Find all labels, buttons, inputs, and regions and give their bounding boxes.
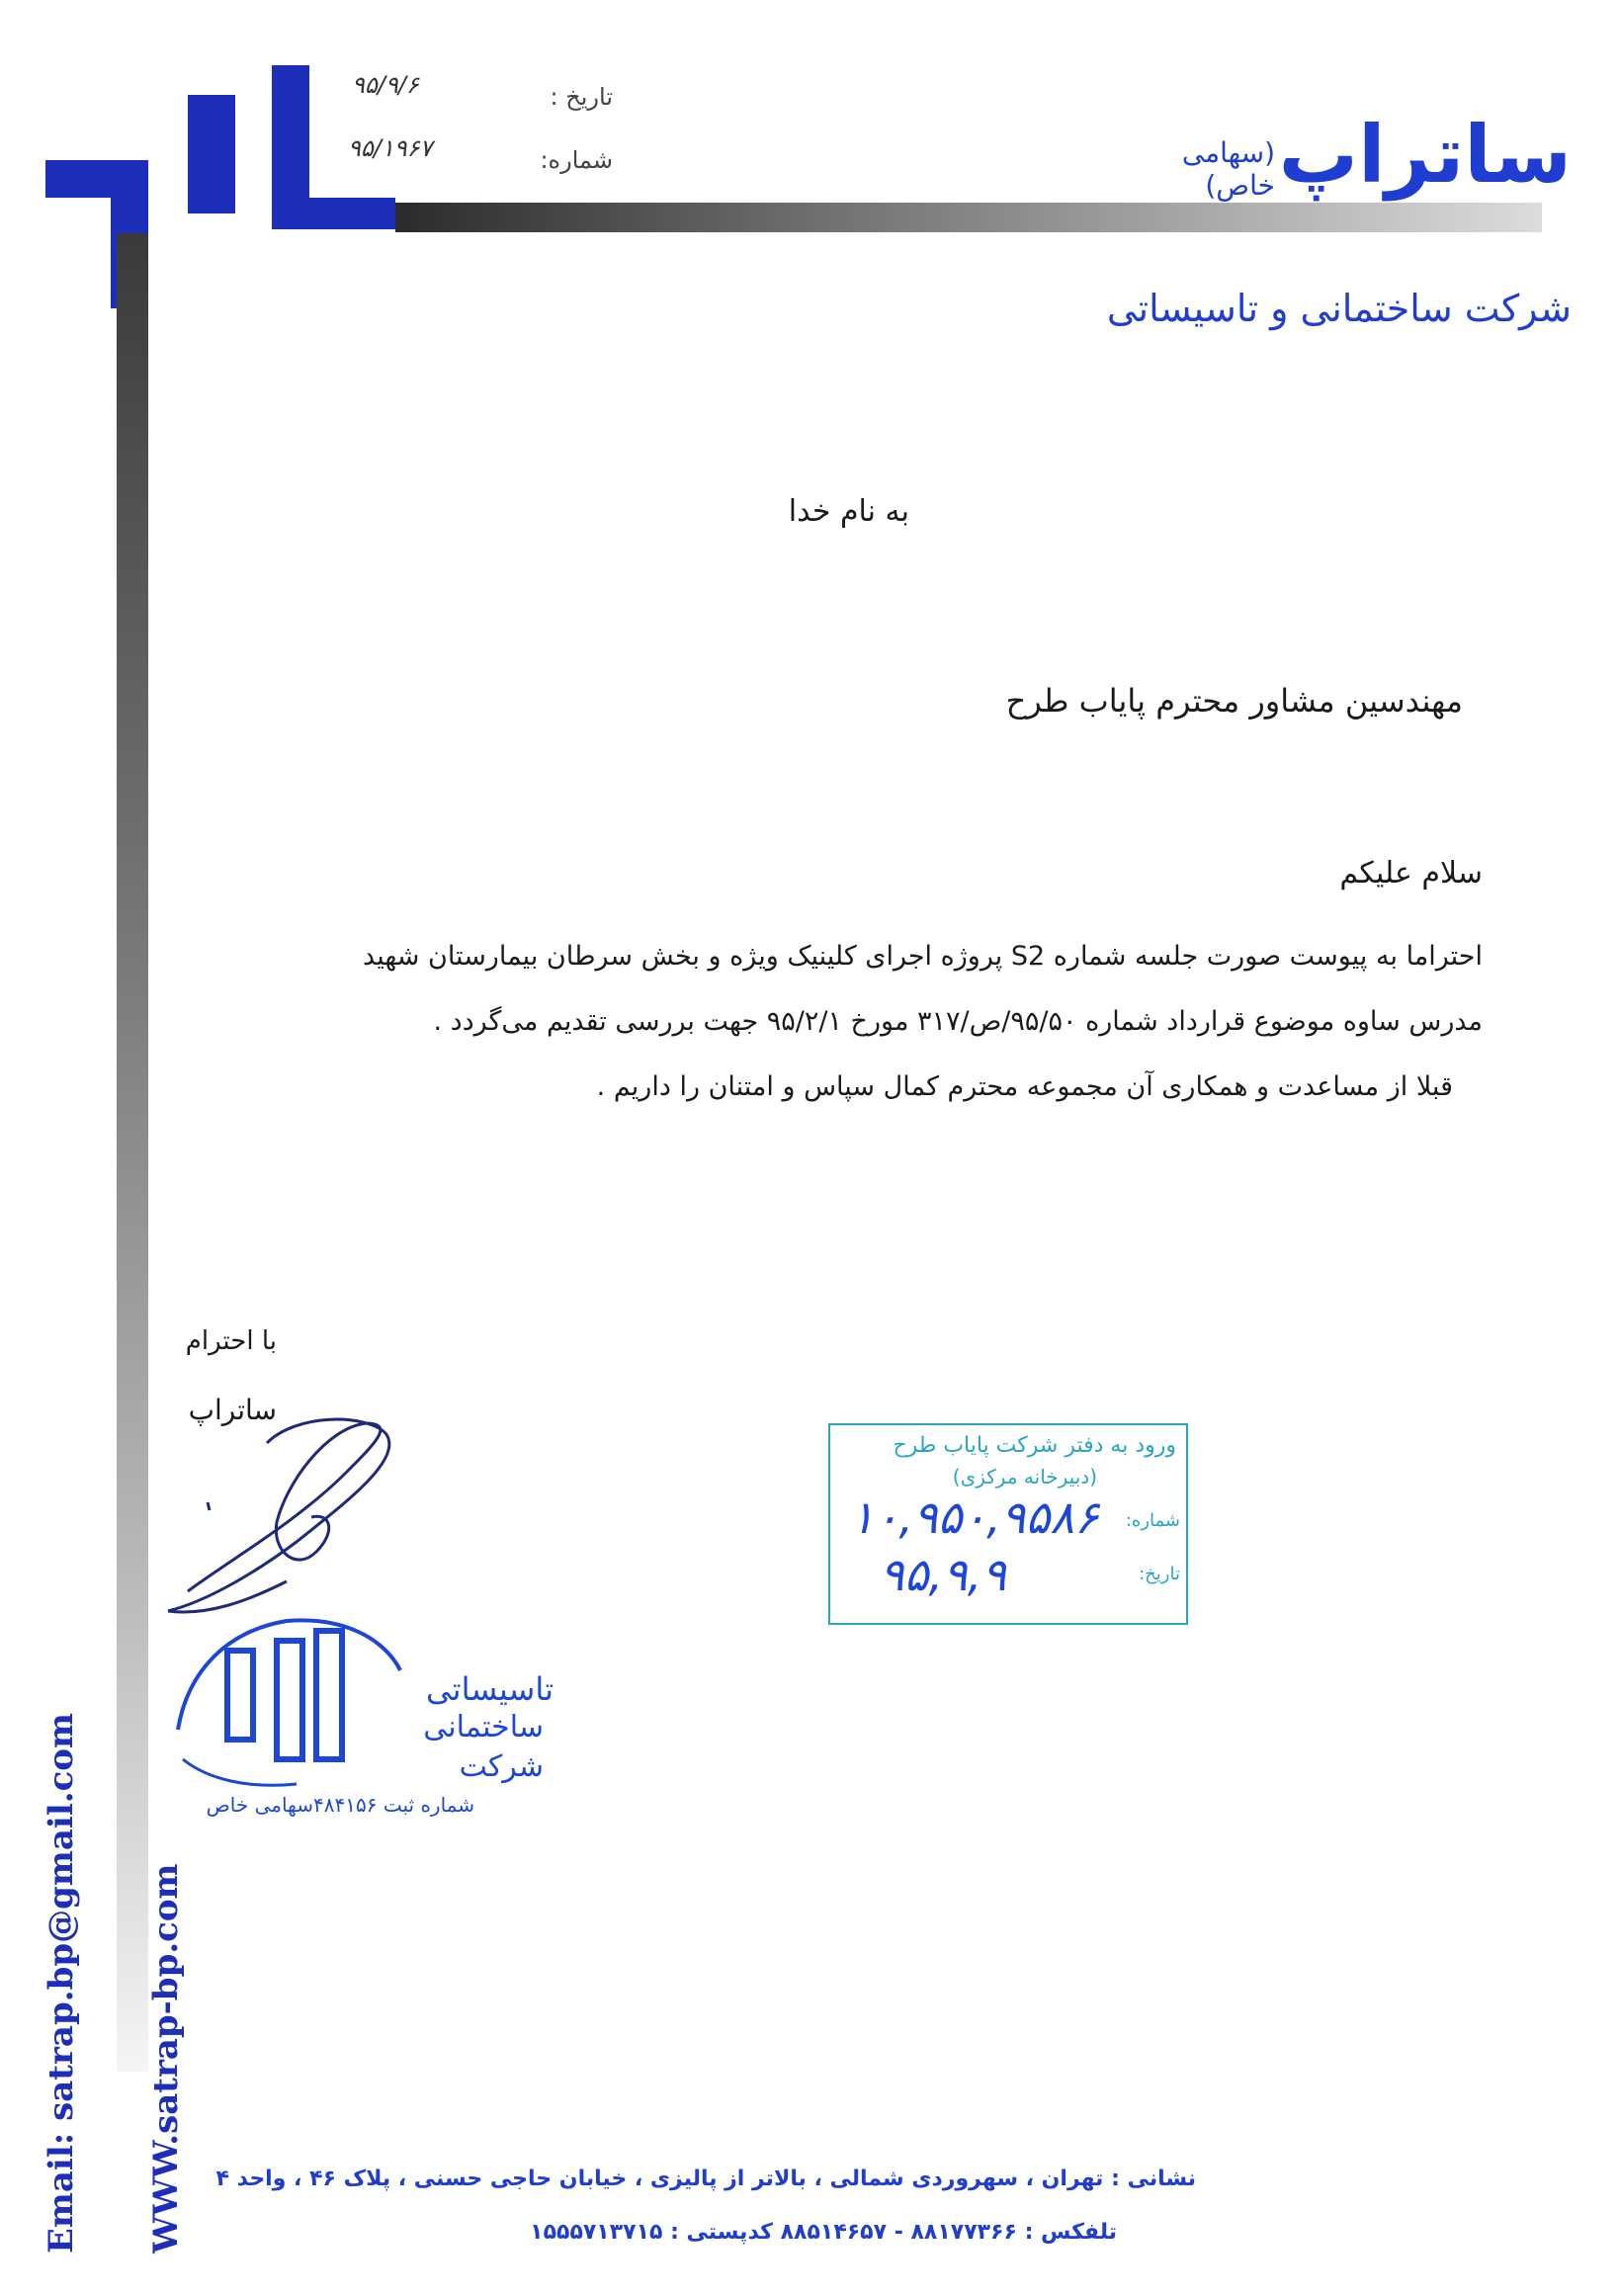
receipt-stamp <box>828 1423 1188 1625</box>
body-line-2: مدرس ساوه موضوع قرارداد شماره ۹۵/۵۰/ص/۳۱۷ مورخ ۹۵/۲/۱ جهت بررسی تقدیم می‌گردد . <box>433 1006 1483 1037</box>
footer-phones: تلفکس : ۸۸۱۷۷۳۶۶ - ۸۸۵۱۴۶۵۷ کدپستی : ۱۵۵۵۷۱۳۷۱۵ <box>530 2220 1117 2245</box>
basmala: به نام خدا <box>788 494 909 529</box>
side-email: Email: satrap.bp@gmail.com <box>42 1713 81 2253</box>
stamp-title: ورود به دفتر شرکت پایاب طرح <box>893 1433 1176 1458</box>
date-value: ۹۵/۹/۶ <box>352 71 419 99</box>
stamp-number-value: ۱۰,۹۵۰,۹۵۸۶ <box>850 1490 1099 1544</box>
company-type: (سهامی خاص) <box>1181 136 1275 202</box>
company-subtitle: شرکت ساختمانی و تاسیساتی <box>1106 287 1572 330</box>
side-rule <box>117 233 148 2072</box>
stamp-date-label: تاریخ: <box>1139 1564 1180 1584</box>
body-line-1: احتراما به پیوست صورت جلسه شماره S2 پروژه اجرای کلینیک ویژه و بخش سرطان بیمارستان شهید <box>363 941 1483 972</box>
number-value: ۹۵/۱۹۶۷ <box>348 134 433 162</box>
handwritten-signature <box>148 1403 425 1631</box>
seal-line-2: ساختمانی <box>423 1710 544 1744</box>
signer-name: ساتراپ <box>188 1394 277 1426</box>
stamp-number-label: شماره: <box>1125 1510 1180 1531</box>
body-line-3: قبلا از مساعدت و همکاری آن مجموعه محترم کمال سپاس و امتنان را داریم . <box>596 1071 1453 1102</box>
footer-address: نشانی : تهران ، سهروردی شمالی ، بالاتر از پالیزی ، خیابان حاجی حسنی ، پلاک ۴۶ ، واحد ۴ <box>215 2167 1196 2191</box>
recipient: مهندسین مشاور محترم پایاب طرح <box>1005 682 1463 720</box>
number-label: شماره: <box>540 146 613 174</box>
header-rule <box>395 203 1542 232</box>
seal-registration: شماره ثبت ۴۸۴۱۵۶سهامی خاص <box>206 1793 474 1817</box>
stamp-subtitle: (دبیرخانه مرکزی) <box>952 1465 1097 1488</box>
seal-line-1: تاسیساتی <box>426 1670 554 1708</box>
greeting: سلام علیکم <box>1339 856 1483 891</box>
date-label: تاریخ : <box>550 83 613 111</box>
side-website: WWW.satrap-bp.com <box>146 1863 186 2253</box>
company-name: ساتراپ <box>1278 109 1572 201</box>
stamp-date-value: ۹۵,۹,۹ <box>880 1548 1007 1601</box>
seal-line-3: شرکت <box>459 1749 544 1784</box>
closing: با احترام <box>185 1326 277 1356</box>
